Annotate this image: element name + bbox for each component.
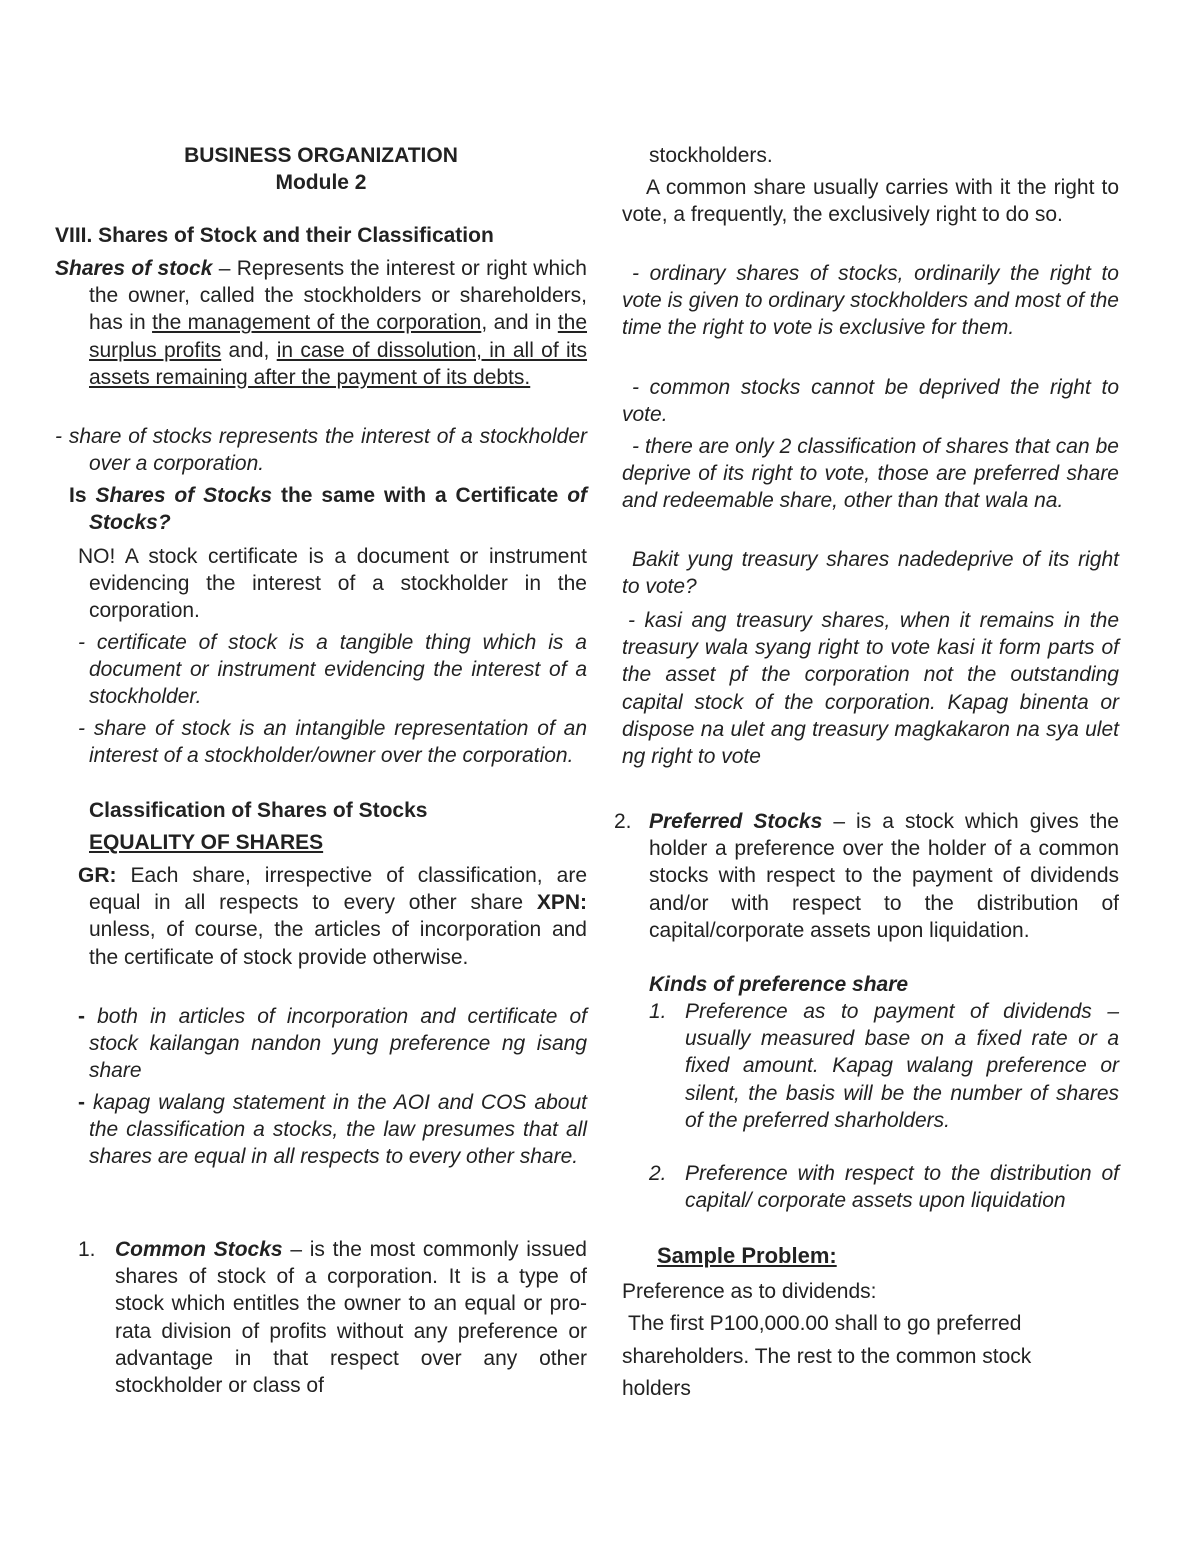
note-share-of-stocks: - share of stocks represents the interest of a stockholder over a corporation.	[55, 425, 587, 476]
kind-text: Preference as to payment of dividends – usually measured base on a fixed rate or a fixed amount. Kapag walang preference or silent, the basis will be the number of shares of the preferred sharholders.	[685, 1000, 1119, 1132]
kind-number: 1.	[649, 1000, 667, 1023]
definition-underline-3: in case of dissolution, in all of its assets remaining after the payment of its debts.	[89, 338, 588, 389]
definition-text-2: , and in	[481, 311, 558, 335]
definition-term: Shares of stock	[55, 257, 213, 280]
dash-marker: -	[78, 1005, 85, 1028]
module-label: Module 2	[275, 171, 367, 194]
answer-paragraph: NO! A stock certificate is a document or instrument evidencing the interest of a stockholder in the corporation.	[78, 545, 587, 623]
definition-paragraph	[55, 255, 587, 391]
kind-number: 2.	[649, 1162, 667, 1185]
gr-label: GR:	[78, 864, 117, 887]
definition-underline-1: the management of the corporation	[152, 311, 482, 335]
general-rule-paragraph	[55, 862, 587, 971]
common-stocks-term: Common Stocks	[115, 1238, 283, 1261]
note-preference	[55, 1003, 587, 1085]
definition-underline-2: the surplus profits	[89, 311, 588, 362]
equality-heading: EQUALITY OF SHARES	[89, 831, 324, 854]
xpn-text: unless, of course, the articles of incorporation and the certificate of stock provide otherwise.	[89, 918, 587, 969]
note-preference-text: both in articles of incorporation and certificate of stock kailangan nandon yung preference ng isang share	[85, 1005, 587, 1083]
continued-text: stockholders.	[649, 144, 773, 167]
dash-marker: -	[78, 1091, 85, 1114]
classification-heading: Classification of Shares of Stocks	[89, 799, 428, 822]
sample-problem-heading: Sample Problem:	[657, 1243, 837, 1268]
kind-text: Preference with respect to the distribution of capital/ corporate assets upon liquidation	[685, 1162, 1119, 1213]
note-presumption-text: kapag walang statement in the AOI and COS about the classification a stocks, the law presumes that all shares are equal in all respects to every other share.	[85, 1091, 587, 1169]
treasury-question: Bakit yung treasury shares nadedeprive of its right to vote?	[622, 548, 1119, 599]
kinds-heading: Kinds of preference share	[649, 973, 909, 996]
question-of: of Stocks?	[89, 484, 588, 535]
note-presumption	[55, 1089, 587, 1171]
preferred-stocks-number: 2.	[614, 810, 632, 833]
common-stocks-number: 1.	[78, 1238, 96, 1261]
question-mid: the same with a Certificate	[272, 484, 568, 507]
preferred-stocks-text: – is a stock which gives the holder a preference over the holder of a common stocks with respect to the payment of dividends and/or with respect to the distribution of capital/corporate assets upon liquidation.	[649, 810, 1119, 942]
question-is: Is	[69, 484, 96, 507]
xpn-label: XPN:	[536, 891, 587, 915]
note-certificate: - certificate of stock is a tangible thing which is a document or instrument evidencing the interest of a stockholder.	[78, 631, 587, 709]
note-intangible: - share of stock is an intangible representation of an interest of a stockholder/owner over the corporation.	[78, 717, 587, 768]
question-term: Shares of Stocks	[95, 484, 273, 507]
note-two-classifications: - there are only 2 classification of shares that can be deprive of its right to vote, those are preferred share and redeemable share, other than that wala na.	[622, 435, 1119, 513]
sample-text: The first P100,000.00 shall to go preferred shareholders. The rest to the common stock holders	[622, 1312, 1032, 1400]
question-heading	[55, 482, 587, 536]
voting-paragraph: A common share usually carries with it the right to vote, a frequently, the exclusively right to do so.	[622, 176, 1119, 227]
preferred-stocks-item	[614, 808, 1119, 944]
kind-item-dividends	[649, 998, 1119, 1134]
common-stocks-text: – is the most commonly issued shares of stock of a corporation. It is a type of stock which entitles the owner to an equal or pro-rata division of profits without any preference or advantage in that respect over any other stockholder or class of	[115, 1238, 587, 1398]
kind-item-distribution	[649, 1160, 1119, 1214]
definition-text-3: and,	[221, 338, 277, 362]
note-ordinary-shares: - ordinary shares of stocks, ordinarily the right to vote is given to ordinary stockholders and most of the time the right to vote is exclusive for them.	[622, 262, 1119, 340]
treasury-answer: - kasi ang treasury shares, when it remains in the treasury wala syang right to vote kasi it form parts of the asset pf the corporation not the outstanding capital stock of the corporation. Kapag binenta or dispose na ulet ang treasury magkakaron na sya ulet ng right to vote	[622, 609, 1119, 769]
document-title: BUSINESS ORGANIZATION	[184, 144, 458, 167]
note-common-vote: - common stocks cannot be deprived the right to vote.	[622, 376, 1119, 427]
sample-subheading: Preference as to dividends:	[622, 1280, 877, 1303]
section-heading: VIII. Shares of Stock and their Classification	[55, 224, 494, 247]
definition-text: – Represents the interest or right which the owner, called the stockholders or shareholders, has in	[89, 257, 587, 335]
preferred-stocks-term: Preferred Stocks	[649, 810, 823, 833]
gr-text: Each share, irrespective of classification, are equal in all respects to every other share	[89, 864, 587, 915]
common-stocks-item	[55, 1236, 587, 1399]
